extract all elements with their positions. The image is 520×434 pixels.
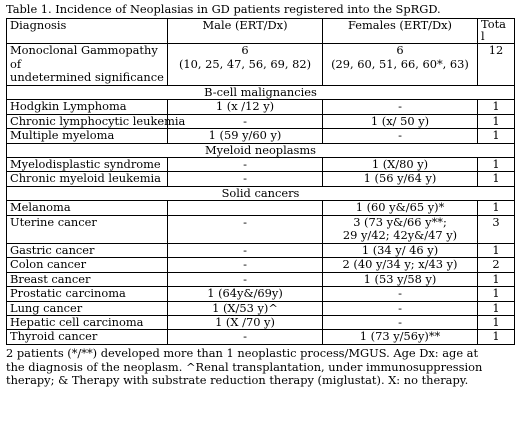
mgus-total: 12 (478, 44, 515, 85)
row-diagnosis: Thyroid cancer (7, 330, 168, 344)
table-row (7, 258, 515, 272)
table-row (7, 287, 515, 301)
footnote-line2: the diagnosis of the neoplasm. ^Renal transplantation, under immunosuppression (6, 359, 483, 374)
row-diagnosis: Melanoma (7, 201, 168, 215)
row-total: 3 (478, 215, 515, 243)
mgus-label-line1: Monoclonal Gammopathy of (10, 43, 158, 71)
row-diagnosis: Hodgkin Lymphoma (7, 100, 168, 114)
row-male: 1 (X/53 y)^ (168, 301, 323, 315)
row-female: - (323, 316, 478, 330)
row-female: - (323, 301, 478, 315)
section-title: Myeloid neoplasms (7, 143, 515, 157)
row-total: 1 (478, 272, 515, 286)
row-total: 1 (478, 100, 515, 114)
row-total: 1 (478, 114, 515, 128)
table-row (7, 301, 515, 315)
row-diagnosis: Uterine cancer (7, 215, 168, 243)
row-female: 1 (X/80 y) (323, 158, 478, 172)
mgus-female-count: 6 (396, 43, 404, 58)
row-diagnosis: Myelodisplastic syndrome (7, 158, 168, 172)
section-row-b-cell (7, 85, 515, 99)
row-female: 1 (34 y/ 46 y) (323, 243, 478, 257)
row-male: - (168, 258, 323, 272)
header-females: Females (ERT/Dx) (323, 19, 478, 44)
row-female: - (323, 100, 478, 114)
row-diagnosis: Multiple myeloma (7, 129, 168, 143)
row-female: 1 (60 y&/65 y)* (323, 201, 478, 215)
table-row (7, 100, 515, 114)
row-female: - (323, 287, 478, 301)
table-footnote (6, 347, 514, 388)
neoplasia-table (6, 18, 515, 344)
row-female-line1: 3 (73 y&/66 y**; (353, 214, 447, 229)
row-male: - (168, 215, 323, 243)
section-row-myeloid (7, 143, 515, 157)
row-diagnosis: Hepatic cell carcinoma (7, 316, 168, 330)
footnote-line3: therapy; & Therapy with substrate reduction therapy (miglustat). X: no therapy. (6, 373, 469, 388)
row-male: - (168, 114, 323, 128)
table-row (7, 316, 515, 330)
row-diagnosis: Lung cancer (7, 301, 168, 315)
row-male: - (168, 272, 323, 286)
row-total: 2 (478, 258, 515, 272)
row-male (168, 201, 323, 215)
row-total: 1 (478, 201, 515, 215)
row-female: 1 (x/ 50 y) (323, 114, 478, 128)
header-row (7, 19, 515, 44)
mgus-female (323, 44, 478, 85)
row-female: 2 (40 y/34 y; x/43 y) (323, 258, 478, 272)
row-diagnosis: Breast cancer (7, 272, 168, 286)
row-male: 1 (59 y/60 y) (168, 129, 323, 143)
row-male: - (168, 158, 323, 172)
table-row (7, 201, 515, 215)
section-title: Solid cancers (7, 186, 515, 200)
mgus-diagnosis (7, 44, 168, 85)
header-male: Male (ERT/Dx) (168, 19, 323, 44)
table-row (7, 272, 515, 286)
table-row (7, 129, 515, 143)
header-total (478, 19, 515, 44)
row-male: 1 (64y&/69y) (168, 287, 323, 301)
row-female-line2: 29 y/42; 42y&/47 y) (342, 228, 458, 243)
table-row-mgus (7, 44, 515, 85)
mgus-label-line2: undetermined significance (10, 70, 164, 85)
mgus-male-count: 6 (241, 43, 249, 58)
section-row-solid (7, 186, 515, 200)
header-diagnosis: Diagnosis (7, 19, 168, 44)
row-female: - (323, 129, 478, 143)
row-female: 1 (73 y/56y)** (323, 330, 478, 344)
row-male: - (168, 330, 323, 344)
table-row (7, 330, 515, 344)
row-diagnosis: Chronic lymphocytic leukemia (7, 114, 168, 128)
table-row (7, 114, 515, 128)
row-total: 1 (478, 158, 515, 172)
row-total: 1 (478, 330, 515, 344)
row-male: - (168, 172, 323, 186)
row-total: 1 (478, 172, 515, 186)
table-caption: Table 1. Incidence of Neoplasias in GD patients registered into the SpRGD. (6, 2, 441, 16)
row-total: 1 (478, 129, 515, 143)
header-total-line2: l (481, 29, 485, 44)
table-row (7, 243, 515, 257)
row-male: - (168, 243, 323, 257)
row-female: 1 (56 y/64 y) (323, 172, 478, 186)
row-total: 1 (478, 301, 515, 315)
mgus-male (168, 44, 323, 85)
row-male: 1 (X /70 y) (168, 316, 323, 330)
row-total: 1 (478, 316, 515, 330)
mgus-male-ages: (10, 25, 47, 56, 69, 82) (178, 56, 312, 71)
table-row (7, 158, 515, 172)
row-diagnosis: Chronic myeloid leukemia (7, 172, 168, 186)
row-diagnosis: Prostatic carcinoma (7, 287, 168, 301)
table-row (7, 172, 515, 186)
row-female (323, 215, 478, 243)
section-title: B-cell malignancies (7, 85, 515, 99)
row-total: 1 (478, 243, 515, 257)
table-row (7, 215, 515, 243)
row-female: 1 (53 y/58 y) (323, 272, 478, 286)
row-male: 1 (x /12 y) (168, 100, 323, 114)
header-total-line1: Tota (481, 17, 506, 32)
row-diagnosis: Gastric cancer (7, 243, 168, 257)
row-total: 1 (478, 287, 515, 301)
mgus-female-ages: (29, 60, 51, 66, 60*, 63) (331, 56, 469, 71)
footnote-line1: 2 patients (*/**) developed more than 1 neoplastic process/MGUS. Age Dx: age at (6, 345, 479, 360)
row-diagnosis: Colon cancer (7, 258, 168, 272)
